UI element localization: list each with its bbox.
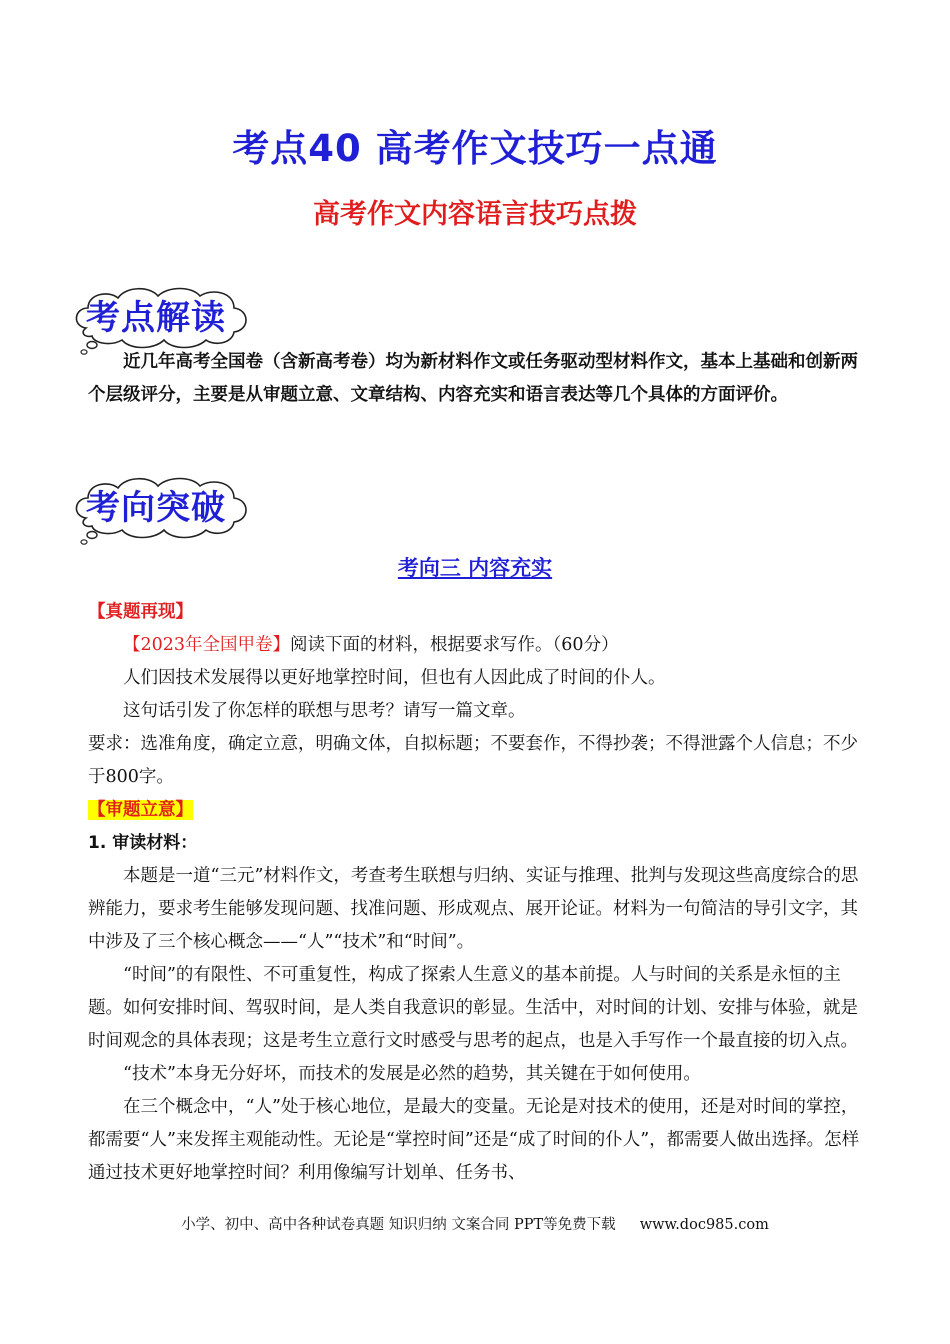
kaoxiang-label: 考向突破 [86,488,226,528]
intro-paragraph [88,346,864,412]
page-subtitle: 高考作文内容语言技巧点拨 [313,199,637,230]
zhenti-label: 【真题再现】 [88,602,193,622]
section-title: 考向三 内容充实 [397,556,553,580]
zhenti-question: 这句话引发了你怎样的联想与思考？请写一篇文章。 [123,701,526,721]
kaoxiang-badge [68,472,254,546]
shenti-paragraph-4: 在三个概念中，“人”处于核心地位，是最大的变量。无论是对技术的使用，还是对时间的掌控，都需要“人”来发挥主观能动性。无论是“掌控时间”还是“成了时间的仆人”，都需要人做出选择。怎样通过技术更好地掌控时间？利用像编写计划单、任务书、 [88,1097,860,1183]
zhenti-prompt: 【2023年全国甲卷】阅读下面的材料，根据要求写作。（60分） [123,635,619,655]
zhenti-requirement: 要求：选准角度，确定立意，明确文体，自拟标题；不要套作，不得抄袭；不得泄露个人信息；不少于800字。 [88,734,858,787]
kaodian-badge [68,282,254,356]
page-footer [0,1213,950,1234]
footer-text: 小学、初中、高中各种试卷真题 知识归纳 文案合同 PPT等免费下载 [181,1217,616,1233]
shenti-label: 【审题立意】 [88,800,193,820]
zhenti-material: 人们因技术发展得以更好地掌控时间，但也有人因此成了时间的仆人。 [123,668,666,688]
zhenti-source: 【2023年全国甲卷】 [123,635,291,655]
intro-text: 近几年高考全国卷（含新高考卷）均为新材料作文或任务驱动型材料作文，基本上基础和创新两个层级评分，主要是从审题立意、文章结构、内容充实和语言表达等几个具体的方面评价。 [88,352,858,405]
shenti-paragraph-3: “技术”本身无分好坏，而技术的发展是必然的趋势，其关键在于如何使用。 [123,1064,701,1084]
kaodian-label: 考点解读 [86,298,226,338]
shenti-paragraph-2: “时间”的有限性、不可重复性，构成了探索人生意义的基本前提。人与时间的关系是永恒的主题。如何安排时间、驾驭时间，是人类自我意识的彰显。生活中，对时间的计划、安排与体验，就是时间观念的具体表现；这是考生立意行文时感受与思考的起点，也是入手写作一个最直接的切入点。 [88,965,858,1051]
main-content [88,596,864,1190]
shenti-heading: 1. 审读材料： [88,833,198,853]
footer-url[interactable]: www.doc985.com [639,1217,769,1233]
page-title: 考点40 高考作文技巧一点通 [232,127,718,170]
shenti-paragraph-1: 本题是一道“三元”材料作文，考查考生联想与归纳、实证与推理、批判与发现这些高度综合的思辨能力，要求考生能够发现问题、找准问题、形成观点、展开论证。材料为一句简洁的导引文字，其中涉及了三个核心概念——“人”“技术”和“时间”。 [88,866,859,952]
